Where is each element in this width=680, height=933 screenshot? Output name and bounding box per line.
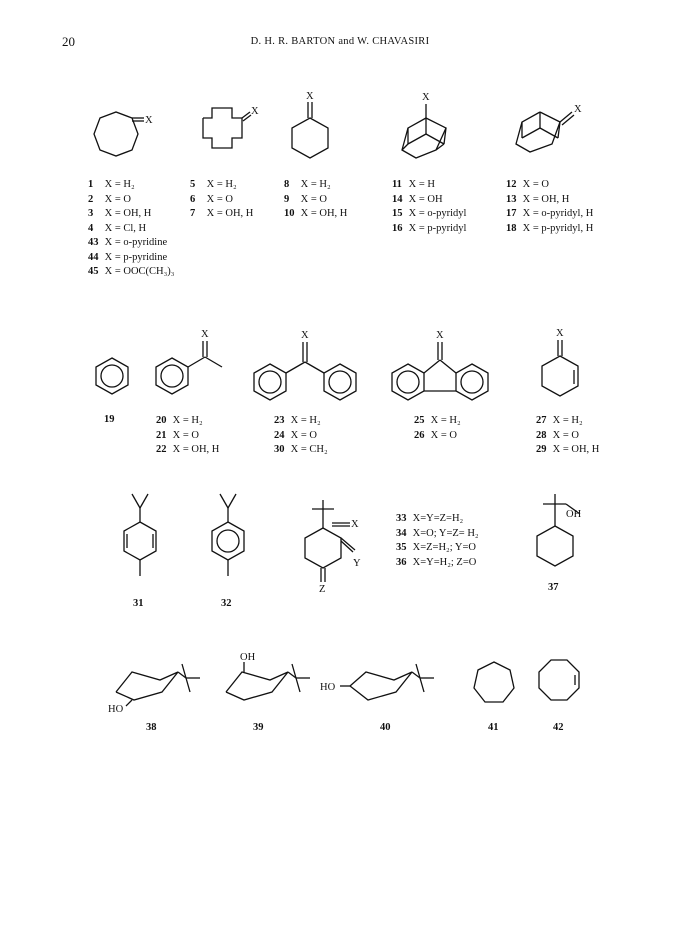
fluorene-structure <box>392 330 488 400</box>
compound-38-structure <box>108 664 200 715</box>
compound-label: 19 <box>104 414 115 425</box>
atom-label: Y <box>353 558 361 569</box>
cyclododecane-series-list: 5 X = H₂ 6 X = O 7 X = OH, H <box>190 179 254 219</box>
atom-label: OH <box>566 509 582 520</box>
page-number: 20 <box>62 34 75 49</box>
cyclooctene-structure <box>539 660 579 700</box>
running-head: D. H. R. BARTON and W. CHAVASIRI <box>250 36 430 47</box>
compound-31-structure <box>124 494 156 576</box>
compound-40-structure <box>320 664 434 700</box>
atom-label: Z <box>319 584 326 595</box>
benzene-structure <box>96 358 128 394</box>
compound-label: 42 <box>553 722 564 733</box>
atom-label: X <box>422 92 430 103</box>
fluorene-series-list: 25 X = H₂ 26 X = O <box>414 415 461 441</box>
ethylbenzene-series-list: 20 X = H₂ 21 X = O 22 X = OH, H <box>156 415 220 455</box>
compound-label: 41 <box>488 722 499 733</box>
atom-label: X <box>436 330 444 341</box>
cyclohexene-series-list: 27 X = H₂ 28 X = O 29 X = OH, H <box>536 415 600 455</box>
atom-label: X <box>201 329 209 340</box>
compound-32-structure <box>212 494 244 576</box>
atom-label: X <box>301 330 309 341</box>
adamantanone-series-list: 12 X = O 13 X = OH, H 17 X = o-pyridyl, H 18 X = p-pyridyl, H <box>506 179 594 234</box>
atom-label: X <box>351 519 359 530</box>
cycloheptane-structure <box>474 662 514 702</box>
cyclooctane-series-list: 1 X = H₂ 2 X = O 3 X = OH, H 4 X = Cl, H 43 X = o-pyridine 44 X = p-pyridine 45 X = OOC(CH₃)₃ <box>88 179 175 277</box>
cyclooctane-structure <box>94 112 153 156</box>
compound-39-structure <box>226 652 310 700</box>
atom-label: X <box>574 104 582 115</box>
cyclohexane-structure <box>292 91 328 158</box>
compound-label: 38 <box>146 722 157 733</box>
diphenylmethane-structure <box>254 330 356 400</box>
compound-label: 37 <box>548 582 559 593</box>
atom-label: OH <box>240 652 256 663</box>
adamantanone-structure <box>516 104 582 152</box>
cyclohexane-series-list: 8 X = H₂ 9 X = O 10 X = OH, H <box>284 179 348 219</box>
cyclohexene-structure <box>542 328 578 396</box>
cyclododecane-structure <box>203 106 259 148</box>
menthane-structure <box>305 500 361 595</box>
adamantane-structure <box>402 92 446 158</box>
atom-label: X <box>145 115 153 126</box>
menthane-series-list: 33 X=Y=Z=H₂ 34 X=O; Y=Z= H₂ 35 X=Z=H₂; Y=O 36 X=Y=H₂; Z=O <box>396 513 479 568</box>
atom-label: X <box>306 91 314 102</box>
atom-label: X <box>251 106 259 117</box>
compound-label: 39 <box>253 722 264 733</box>
atom-label: HO <box>108 704 124 715</box>
compound-label: 32 <box>221 598 232 609</box>
compound-37-structure <box>537 494 582 566</box>
compound-label: 40 <box>380 722 391 733</box>
adamantane-series-list: 11 X = H 14 X = OH 15 X = o-pyridyl 16 X = p-pyridyl <box>392 179 467 234</box>
compound-label: 31 <box>133 598 144 609</box>
ethylbenzene-structure <box>156 329 222 394</box>
atom-label: HO <box>320 682 336 693</box>
atom-label: X <box>556 328 564 339</box>
diphenylmethane-series-list: 23 X = H₂ 24 X = O 30 X = CH₂ <box>274 415 328 455</box>
